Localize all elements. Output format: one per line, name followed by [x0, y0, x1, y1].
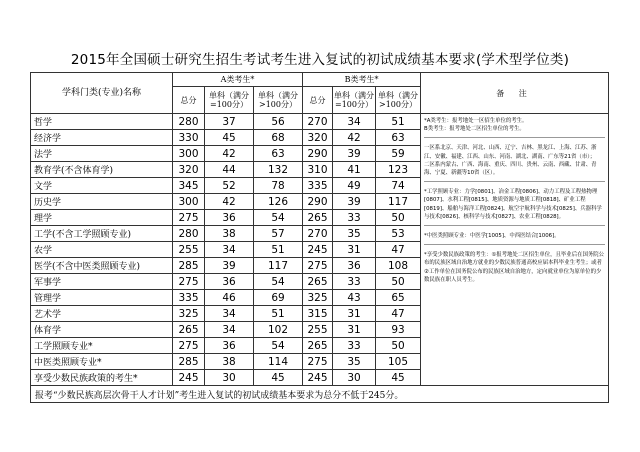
b-single100-cell: 31: [333, 242, 376, 258]
a-single-over100-cell: 51: [254, 242, 303, 258]
a-single100-cell: 42: [205, 146, 254, 162]
b-single100-cell: 33: [333, 274, 376, 290]
a-single-over100-cell: 54: [254, 274, 303, 290]
a-total-cell: 325: [173, 306, 205, 322]
note-line: *工学照顾专业：力学[0801]、冶金工程[0806]、动力工程及工程热物理[0807]、水利工程[0815]、地质资源与地质工程[0818]、矿业工程[0819]、船舶与海洋工程[0824]、航空宇航科学与技术[0825]、兵器科学与技术[0826]、核科学与技术[0827]、农业工程[0828]。: [424, 189, 602, 220]
a-single100-cell: 44: [205, 162, 254, 178]
a-total-cell: 275: [173, 338, 205, 354]
page-title: 2015年全国硕士研究生招生考试考生进入复试的初试成绩基本要求(学术型学位类): [70, 52, 570, 68]
b-total-cell: 335: [303, 178, 333, 194]
b-total-cell: 265: [303, 274, 333, 290]
subject-name: 管理学: [31, 290, 173, 306]
a-total-cell: 335: [173, 290, 205, 306]
b-total-header: 总分: [303, 87, 333, 114]
table-row: [31, 114, 609, 130]
group-b-header: B类考生*: [303, 73, 421, 87]
b-single100-cell: 39: [333, 194, 376, 210]
b-single100-cell: 31: [333, 306, 376, 322]
a-single-over100-cell: 132: [254, 162, 303, 178]
a-single100-cell: 38: [205, 354, 254, 370]
b-total-cell: 290: [303, 194, 333, 210]
note-line: 二区系内蒙古、广西、海南、重庆、四川、贵州、云南、西藏、甘肃、青海、宁夏、新疆等10省（区）。: [424, 161, 597, 177]
a-total-cell: 255: [173, 242, 205, 258]
b-single-over100-cell: 93: [376, 322, 421, 338]
a-single100-cell: 34: [205, 242, 254, 258]
note-block: [424, 251, 605, 288]
header-row-1: [31, 73, 609, 87]
subject-name: 军事学: [31, 274, 173, 290]
b-single-over100-cell: 123: [376, 162, 421, 178]
a-single-over100-cell: 114: [254, 354, 303, 370]
note-line: *中医类照顾专业：中医学[1005]、中西医结合[1006]。: [424, 233, 560, 240]
a-single-over100-header: 单科（满分>100分）: [254, 87, 303, 114]
a-single100-cell: 52: [205, 178, 254, 194]
b-total-cell: 245: [303, 370, 333, 386]
b-single100-cell: 43: [333, 290, 376, 306]
b-total-cell: 325: [303, 290, 333, 306]
a-single-over100-cell: 57: [254, 226, 303, 242]
a-single100-cell: 30: [205, 370, 254, 386]
a-single100-cell: 37: [205, 114, 254, 130]
b-total-cell: 275: [303, 258, 333, 274]
subject-name: 工学(不含工学照顾专业): [31, 226, 173, 242]
a-single100-cell: 36: [205, 210, 254, 226]
subject-name: 历史学: [31, 194, 173, 210]
subject-header: 学科门类(专业)名称: [31, 73, 173, 114]
a-total-cell: 265: [173, 322, 205, 338]
b-total-cell: 265: [303, 338, 333, 354]
a-single100-cell: 34: [205, 306, 254, 322]
b-single100-cell: 35: [333, 354, 376, 370]
b-single-over100-cell: 50: [376, 274, 421, 290]
a-total-header: 总分: [173, 87, 205, 114]
b-single-over100-cell: 50: [376, 210, 421, 226]
b-single100-cell: 33: [333, 210, 376, 226]
notes-header: 备 注: [421, 73, 609, 114]
b-single100-cell: 49: [333, 178, 376, 194]
b-single-over100-cell: 47: [376, 242, 421, 258]
a-total-cell: 345: [173, 178, 205, 194]
subject-name: 经济学: [31, 130, 173, 146]
note-block: [424, 117, 605, 138]
a-single-over100-cell: 69: [254, 290, 303, 306]
a-total-cell: 300: [173, 146, 205, 162]
a-single-over100-cell: 78: [254, 178, 303, 194]
a-total-cell: 285: [173, 354, 205, 370]
notes-cell: [421, 114, 609, 386]
note-line: *享受少数民族政策的考生：①报考地处二区招生单位，且毕业后在国务院公布的民族区域自治地方就业的少数民族普通高校应届本科毕业生考生；或者②工作单位在国务院公布的民族区域自治地方，定向就业单位为原单位的少数民族在职人员考生。: [424, 252, 605, 283]
b-single-over100-cell: 59: [376, 146, 421, 162]
group-a-header: A类考生*: [173, 73, 303, 87]
subject-name: 哲学: [31, 114, 173, 130]
b-single-over100-cell: 63: [376, 130, 421, 146]
a-single-over100-cell: 45: [254, 370, 303, 386]
note-line: B类考生：报考地处二区招生单位的考生。: [424, 126, 525, 133]
note-block: [424, 144, 605, 182]
a-total-cell: 280: [173, 114, 205, 130]
subject-name: 法学: [31, 146, 173, 162]
a-single100-cell: 46: [205, 290, 254, 306]
b-total-cell: 310: [303, 162, 333, 178]
score-table: [30, 72, 609, 403]
a-single-over100-cell: 117: [254, 258, 303, 274]
subject-name: 享受少数民族政策的考生*: [31, 370, 173, 386]
a-single100-cell: 34: [205, 322, 254, 338]
b-single100-cell: 30: [333, 370, 376, 386]
note-line: 一区系北京、天津、河北、山西、辽宁、吉林、黑龙江、上海、江苏、浙江、安徽、福建、江西、山东、河南、湖北、湖南、广东等21省（市）；: [424, 145, 597, 160]
b-single100-cell: 41: [333, 162, 376, 178]
note-block: [424, 232, 605, 245]
subject-name: 医学(不含中医类照顾专业): [31, 258, 173, 274]
subject-name: 中医类照顾专业*: [31, 354, 173, 370]
a-single100-header: 单科（满分=100分）: [205, 87, 254, 114]
b-single100-cell: 33: [333, 338, 376, 354]
a-single-over100-cell: 68: [254, 130, 303, 146]
subject-name: 教育学(不含体育学): [31, 162, 173, 178]
a-single-over100-cell: 63: [254, 146, 303, 162]
footer-row: [31, 386, 609, 403]
a-total-cell: 245: [173, 370, 205, 386]
b-total-cell: 320: [303, 130, 333, 146]
b-single100-cell: 35: [333, 226, 376, 242]
a-single100-cell: 36: [205, 274, 254, 290]
b-single100-cell: 31: [333, 322, 376, 338]
a-single100-cell: 36: [205, 338, 254, 354]
subject-name: 理学: [31, 210, 173, 226]
b-single-over100-cell: 117: [376, 194, 421, 210]
b-single100-header: 单科（满分=100分）: [333, 87, 376, 114]
a-total-cell: 330: [173, 130, 205, 146]
b-total-cell: 290: [303, 146, 333, 162]
subject-name: 农学: [31, 242, 173, 258]
subject-name: 体育学: [31, 322, 173, 338]
b-single-over100-cell: 50: [376, 338, 421, 354]
b-single-over100-cell: 53: [376, 226, 421, 242]
b-single-over100-cell: 74: [376, 178, 421, 194]
a-total-cell: 275: [173, 274, 205, 290]
b-total-cell: 245: [303, 242, 333, 258]
a-single100-cell: 39: [205, 258, 254, 274]
b-single100-cell: 39: [333, 146, 376, 162]
a-total-cell: 320: [173, 162, 205, 178]
footer-note: 报考“少数民族高层次骨干人才计划”考生进入复试的初试成绩基本要求为总分不低于245分。: [31, 386, 609, 403]
b-single100-cell: 42: [333, 130, 376, 146]
a-single-over100-cell: 54: [254, 210, 303, 226]
b-single-over100-cell: 45: [376, 370, 421, 386]
a-total-cell: 285: [173, 258, 205, 274]
b-total-cell: 275: [303, 354, 333, 370]
a-single-over100-cell: 126: [254, 194, 303, 210]
note-block: [424, 188, 605, 226]
b-total-cell: 270: [303, 114, 333, 130]
a-single-over100-cell: 51: [254, 306, 303, 322]
b-single-over100-cell: 51: [376, 114, 421, 130]
a-single100-cell: 38: [205, 226, 254, 242]
b-total-cell: 270: [303, 226, 333, 242]
b-single-over100-cell: 65: [376, 290, 421, 306]
subject-name: 文学: [31, 178, 173, 194]
b-total-cell: 265: [303, 210, 333, 226]
b-single-over100-cell: 105: [376, 354, 421, 370]
note-line: *A类考生：报考地处一区招生单位的考生。: [424, 118, 528, 124]
a-total-cell: 275: [173, 210, 205, 226]
a-single-over100-cell: 102: [254, 322, 303, 338]
a-single100-cell: 45: [205, 130, 254, 146]
b-total-cell: 255: [303, 322, 333, 338]
b-single100-cell: 34: [333, 114, 376, 130]
b-single-over100-header: 单科（满分>100分）: [376, 87, 421, 114]
b-single-over100-cell: 47: [376, 306, 421, 322]
subject-name: 艺术学: [31, 306, 173, 322]
a-single-over100-cell: 56: [254, 114, 303, 130]
b-single100-cell: 36: [333, 258, 376, 274]
a-single-over100-cell: 54: [254, 338, 303, 354]
a-single100-cell: 42: [205, 194, 254, 210]
b-single-over100-cell: 108: [376, 258, 421, 274]
a-total-cell: 280: [173, 226, 205, 242]
a-total-cell: 300: [173, 194, 205, 210]
subject-name: 工学照顾专业*: [31, 338, 173, 354]
b-total-cell: 315: [303, 306, 333, 322]
